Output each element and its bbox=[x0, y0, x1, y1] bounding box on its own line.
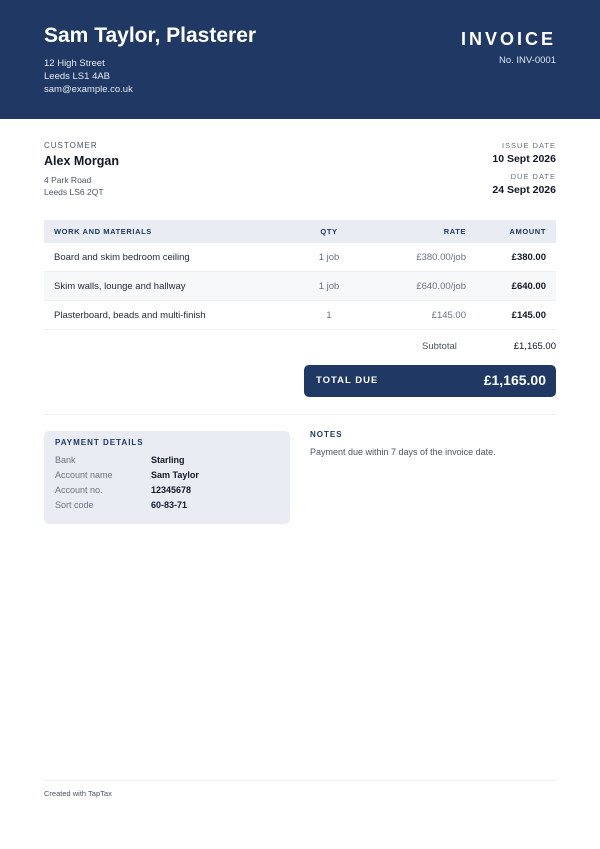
due-date-block bbox=[492, 172, 556, 196]
footer-divider bbox=[44, 780, 556, 781]
row-rate: £145.00 bbox=[431, 309, 466, 321]
customer-name: Alex Morgan bbox=[44, 154, 120, 168]
table-row bbox=[44, 243, 556, 272]
total-due-label: TOTAL DUE bbox=[316, 375, 379, 386]
payment-value: 12345678 bbox=[151, 485, 192, 495]
column-header-qty: QTY bbox=[320, 227, 338, 236]
row-qty: 1 bbox=[326, 309, 332, 321]
total-due-value: £1,165.00 bbox=[483, 372, 546, 388]
business-name: Sam Taylor, Plasterer bbox=[44, 24, 257, 47]
row-amount: £640.00 bbox=[511, 280, 546, 292]
payment-row-bank bbox=[55, 455, 185, 465]
row-amount: £380.00 bbox=[511, 251, 546, 263]
payment-value: Starling bbox=[151, 455, 185, 465]
payment-details-panel bbox=[44, 431, 290, 524]
customer-address-line2: Leeds LS6 2QT bbox=[44, 187, 104, 197]
business-address bbox=[44, 57, 133, 96]
business-address-line2: Leeds LS1 4AB bbox=[44, 71, 111, 82]
customer-address bbox=[44, 174, 104, 198]
table-header-row bbox=[44, 220, 556, 243]
notes-text: Payment due within 7 days of the invoice date. bbox=[310, 447, 496, 457]
column-header-amount: AMOUNT bbox=[509, 227, 546, 236]
subtotal-label: Subtotal bbox=[422, 341, 457, 352]
invoice-number: No. INV-0001 bbox=[498, 55, 556, 66]
customer-label: CUSTOMER bbox=[44, 141, 98, 150]
payment-label: Account no. bbox=[55, 485, 103, 495]
notes-label: NOTES bbox=[310, 430, 343, 439]
issue-date-block bbox=[492, 141, 556, 165]
line-items-table bbox=[44, 220, 556, 330]
row-rate: £640.00/job bbox=[416, 280, 466, 292]
payment-label: Account name bbox=[55, 470, 113, 480]
subtotal-value: £1,165.00 bbox=[513, 341, 556, 352]
row-rate: £380.00/job bbox=[416, 251, 466, 263]
due-date-label: DUE DATE bbox=[510, 172, 556, 181]
row-description: Board and skim bedroom ceiling bbox=[54, 251, 190, 263]
column-header-description: WORK AND MATERIALS bbox=[54, 227, 152, 236]
payment-value: 60-83-71 bbox=[151, 500, 188, 510]
row-qty: 1 job bbox=[318, 251, 340, 263]
payment-label: Bank bbox=[55, 455, 76, 465]
row-description: Skim walls, lounge and hallway bbox=[54, 280, 186, 292]
invoice-header bbox=[0, 0, 600, 119]
payment-row-account-name bbox=[55, 470, 199, 480]
issue-date-label: ISSUE DATE bbox=[501, 141, 556, 150]
payment-label: Sort code bbox=[55, 500, 94, 510]
payment-details-title: PAYMENT DETAILS bbox=[55, 438, 144, 447]
payment-row-sort-code bbox=[55, 500, 187, 510]
total-due-box bbox=[304, 365, 556, 397]
business-email: sam@example.co.uk bbox=[44, 84, 133, 95]
row-qty: 1 job bbox=[318, 280, 340, 292]
customer-address-line1: 4 Park Road bbox=[44, 175, 92, 185]
section-divider bbox=[44, 414, 556, 415]
table-row bbox=[44, 301, 556, 330]
footer-credit: Created with TapTax bbox=[44, 789, 112, 798]
row-amount: £145.00 bbox=[511, 309, 546, 321]
invoice-title: INVOICE bbox=[460, 29, 556, 49]
issue-date: 10 Sept 2026 bbox=[492, 153, 556, 165]
column-header-rate: RATE bbox=[443, 227, 466, 236]
business-address-line1: 12 High Street bbox=[44, 58, 105, 69]
due-date: 24 Sept 2026 bbox=[492, 184, 556, 196]
payment-row-account-no bbox=[55, 485, 191, 495]
row-description: Plasterboard, beads and multi-finish bbox=[54, 309, 206, 321]
table-row bbox=[44, 272, 556, 301]
payment-value: Sam Taylor bbox=[151, 470, 199, 480]
